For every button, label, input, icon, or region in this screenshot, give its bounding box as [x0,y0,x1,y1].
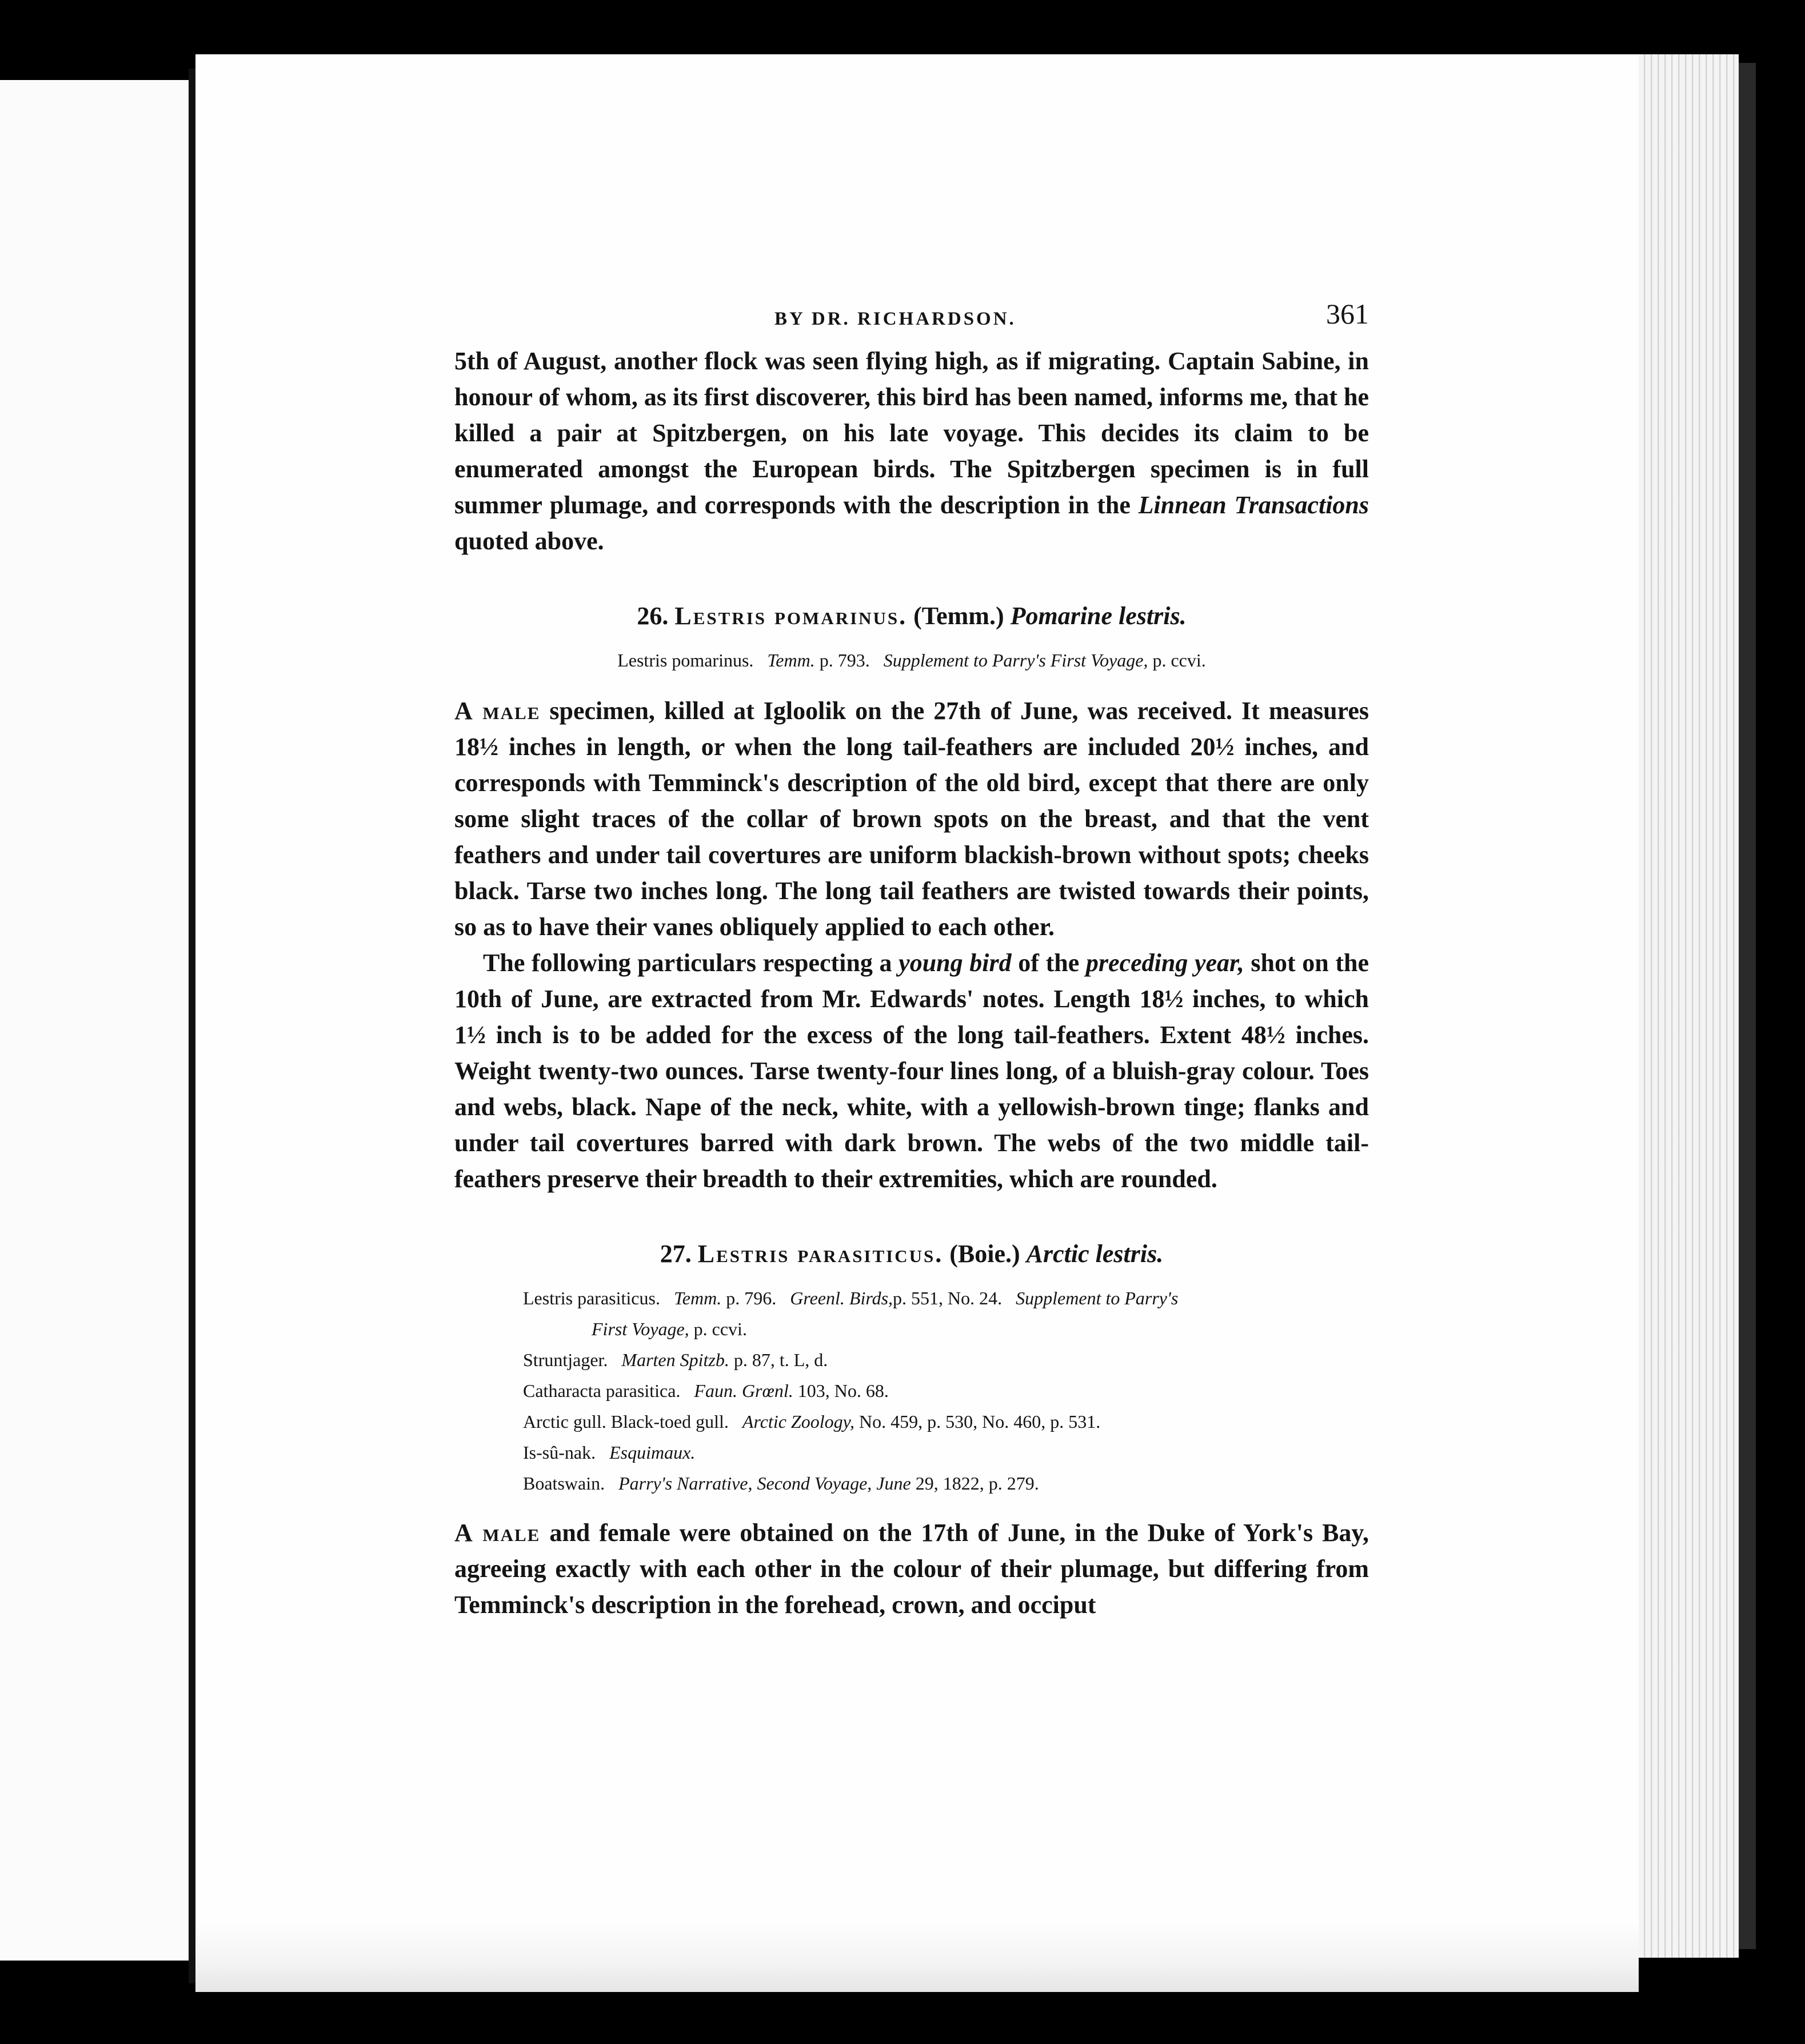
species-26-heading: 26. Lestris pomarinus. (Temm.) Pomarine lestris. [637,602,1187,630]
synonym-line: Catharacta parasitica. Faun. Grœnl. 103, No. 68. [523,1380,889,1401]
species-27-heading: 27. Lestris parasiticus. (Boie.) Arctic lestris. [660,1240,1164,1268]
species-27-synonyms [523,1283,1369,1499]
species-26-paragraph-1: A male specimen, killed at Igloolik on the 27th of June, was received. It measures 18½ inches in length, or when the long tail-feathers are included 20½ inches, and corresponds with Temminck's description of the old bird, except that there are only some slight traces of the collar of brown spots on the breast, and that the vent feathers and under tail covertures are uniform blackish-brown without spots; cheeks black. Tarse two inches long. The long tail feathers are twisted towards their points, so as to have their vanes obliquely applied to each other. [454,697,1369,941]
species-26-synonym: Lestris pomarinus. Temm. p. 793. Supplement to Parry's First Voyage, p. ccvi. [617,650,1206,670]
running-head [454,292,1369,343]
intro-paragraph: 5th of August, another flock was seen flying high, as if migrating. Captain Sabine, in honour of whom, as its first discoverer, this bird has been named, informs me, that he killed a pair at Spitzbergen, on his late voyage. This decides its claim to be enumerated amongst the European birds. The Spitzbergen specimen is in full summer plumage, and corresponds with the description in the Linnean Transactions quoted above. [454,347,1369,555]
page-edge-shadow [1739,63,1756,1949]
book-gutter [189,69,195,1983]
species-26-paragraph-2: The following particulars respecting a young bird of the preceding year, shot on the 10th of June, are extracted from Mr. Edwards' notes. Length 18½ inches, to which 1½ inch is to be added for the excess of the long tail-feathers. Extent 48½ inches. Weight twenty-two ounces. Tarse twenty-four lines long, of a bluish-gray colour. Toes and webs, black. Nape of the neck, white, with a yellowish-brown tinge; flanks and under tail covertures barred with dark brown. The webs of the two middle tail-feathers preserve their breadth to their extremities, which are rounded. [454,949,1369,1193]
text-block [454,292,1369,1623]
synonym-line: Lestris parasiticus. Temm. p. 796. Greenl. Birds,p. 551, No. 24. Supplement to Parry's [523,1288,1179,1308]
page-number: 361 [1326,298,1369,330]
linnean-transactions: Linnean Transactions [1138,491,1369,519]
synonym-line: Boatswain. Parry's Narrative, Second Voyage, June 29, 1822, p. 279. [523,1473,1039,1494]
page-edges [1639,54,1739,1958]
synonym-line: Is-sû-nak. Esquimaux. [523,1442,696,1463]
species-27-paragraph-1: A male and female were obtained on the 17th of June, in the Duke of York's Bay, agreeing exactly with each other in the colour of their plumage, but differing from Temminck's description in the forehead, crown, and occiput [454,1519,1369,1619]
left-page-leaf [0,80,192,1961]
running-title: BY DR. RICHARDSON. [774,309,1016,329]
page-bottom-shade [195,1921,1639,1992]
synonym-line: Arctic gull. Black-toed gull. Arctic Zoology, No. 459, p. 530, No. 460, p. 531. [523,1411,1101,1432]
synonym-line: Struntjager. Marten Spitzb. p. 87, t. L, d. [523,1350,828,1370]
synonym-line: First Voyage, p. ccvi. [592,1319,747,1339]
